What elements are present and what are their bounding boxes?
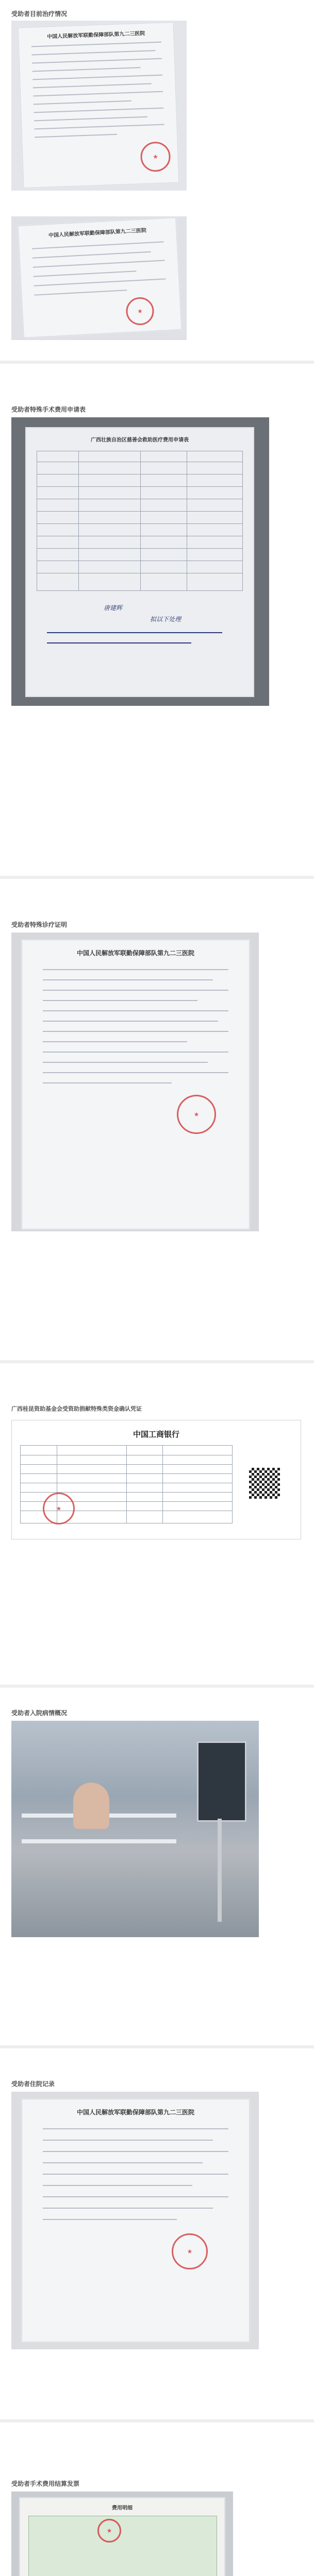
paper-diagnosis xyxy=(22,940,250,1229)
section-title-invoice: 受助者手术费用结算发票 xyxy=(11,2480,80,2487)
section-invoice xyxy=(0,2422,314,2576)
monitor-device xyxy=(197,1741,246,1822)
qr-code-icon xyxy=(249,1468,280,1499)
photo-treatment-doc-2 xyxy=(11,216,187,340)
photo-invoice xyxy=(11,2492,233,2576)
red-seal-icon xyxy=(177,1095,216,1134)
red-seal-icon xyxy=(125,297,155,326)
paper-invoice xyxy=(20,2498,225,2576)
section-title-apply: 受助者特殊手术费用申请表 xyxy=(11,406,86,413)
doc-1-heading: 中国人民解放军联勤保障部队第九二三医院 xyxy=(47,30,145,40)
red-seal-icon xyxy=(97,2519,121,2543)
monitor-stand xyxy=(218,1819,222,1922)
section-title-bank: 广西桂昆资助基金会受资助捐献特殊类资金确认凭证 xyxy=(11,1405,142,1412)
section-treatment xyxy=(0,0,314,309)
section-title-diagnosis: 受助者特殊诊疗证明 xyxy=(11,921,68,928)
photo-inpatient-record xyxy=(11,2092,259,2349)
photo-apply-form xyxy=(11,417,269,706)
red-seal-icon xyxy=(43,1493,75,1524)
paper-doc-1 xyxy=(18,22,179,188)
handwritten-note: 拟以下处理 xyxy=(150,616,181,623)
doc-2-heading: 中国人民解放军联勤保障部队第九二三医院 xyxy=(48,228,147,239)
section-inpatient xyxy=(0,2048,314,2409)
paper-doc-2 xyxy=(18,217,182,338)
handwritten-signature: 唐建辉 xyxy=(104,604,123,612)
section-title-treatment: 受助者目前治疗情况 xyxy=(11,10,68,18)
section-admission xyxy=(0,1688,314,1997)
photo-treatment-doc-1 xyxy=(11,21,187,191)
bank-slip xyxy=(11,1420,301,1539)
section-diagnosis xyxy=(0,879,314,1332)
red-seal-icon xyxy=(172,2233,208,2269)
apply-table xyxy=(37,451,243,591)
paper-inpatient xyxy=(22,2099,250,2342)
bank-name: 中国工商银行 xyxy=(133,1430,179,1439)
bed-rail-2 xyxy=(22,1839,176,1843)
paper-apply xyxy=(26,428,254,697)
patient-figure xyxy=(73,1783,109,1829)
section-bank xyxy=(0,1363,314,1683)
photo-diagnosis xyxy=(11,933,259,1231)
inpatient-heading: 中国人民解放军联勤保障部队第九二三医院 xyxy=(76,2109,194,2116)
invoice-heading: 费用明细 xyxy=(112,2505,133,2511)
invoice-block-1 xyxy=(28,2516,217,2576)
red-seal-icon xyxy=(140,141,171,172)
apply-heading: 广西壮族自治区慈善会救助医疗费用申请表 xyxy=(91,437,189,443)
section-title-inpatient: 受助者住院记录 xyxy=(11,2080,55,2088)
section-title-admission: 受助者入院病情概况 xyxy=(11,1709,68,1717)
section-apply-form xyxy=(0,364,314,869)
diagnosis-heading: 中国人民解放军联勤保障部队第九二三医院 xyxy=(76,950,194,957)
photo-hospital-bed xyxy=(11,1721,259,1937)
